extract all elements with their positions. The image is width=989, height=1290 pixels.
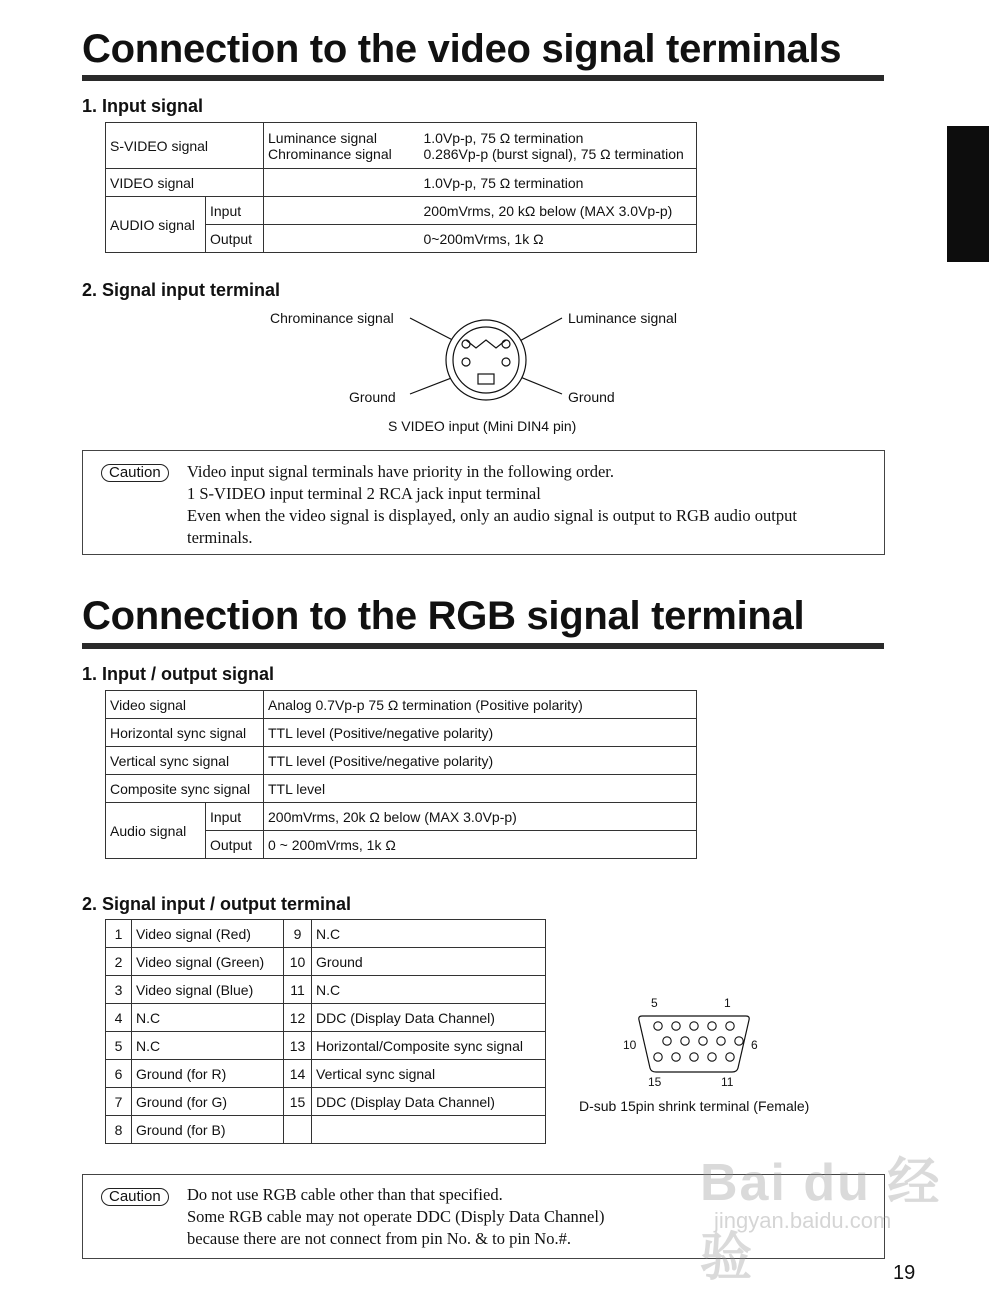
audio-output-value: 0~200mVrms, 1k Ω [420,225,697,253]
pin-number: 13 [284,1032,312,1060]
io-signal-heading: 1. Input / output signal [82,664,274,684]
audio-input-value: 200mVrms, 20k Ω below (MAX 3.0Vp-p) [264,803,697,831]
pin-number: 1 [106,920,132,948]
audio-label: AUDIO signal [106,197,206,253]
table-row [106,948,546,976]
pin-signal: Video signal (Red) [132,920,284,948]
caution-line: 1 S-VIDEO input terminal 2 RCA jack input terminal [187,484,541,503]
video-section-title: Connection to the video signal terminals [82,27,842,71]
io-row-label: Horizontal sync signal [106,719,264,747]
caution-line: Video input signal terminals have priority in the following order. [187,462,615,481]
pin-signal: Ground (for R) [132,1060,284,1088]
pin-15-label: 15 [648,1075,662,1089]
io-row-value: TTL level [264,775,697,803]
rgb-caution-text [187,1184,604,1250]
caution-label: Caution [101,1188,169,1206]
pin-number: 12 [284,1004,312,1032]
audio-input-label: Input [206,197,264,225]
pin-signal [312,1116,546,1144]
svideo-names [264,123,420,169]
caution-line: because there are not connect from pin No. & to pin No.#. [187,1229,571,1248]
pin-number: 6 [106,1060,132,1088]
dsub-connector-diagram [636,1010,752,1076]
video-caution-text [187,461,797,549]
svideo-caption: S VIDEO input (Mini DIN4 pin) [388,418,577,434]
audio-output-value: 0 ~ 200mVrms, 1k Ω [264,831,697,859]
pin-1-label: 1 [724,996,731,1010]
video-label: VIDEO signal [106,169,264,197]
rgb-io-table [105,690,697,859]
pin-signal: N.C [132,1004,284,1032]
watermark-url: jingyan.baidu.com [714,1208,892,1233]
pin-number: 5 [106,1032,132,1060]
pin-signal: Video signal (Green) [132,948,284,976]
table-row [106,920,546,948]
pin-signal: N.C [312,976,546,1004]
pin-number: 14 [284,1060,312,1088]
io-row-value: TTL level (Positive/negative polarity) [264,747,697,775]
table-row [106,803,697,831]
table-row [106,1060,546,1088]
audio-label: Audio signal [106,803,206,859]
table-row [106,169,697,197]
signal-input-terminal-heading: 2. Signal input terminal [82,280,281,300]
pin-signal: Video signal (Blue) [132,976,284,1004]
pin-number: 3 [106,976,132,1004]
pin-number: 7 [106,1088,132,1116]
pin-signal: DDC (Display Data Channel) [312,1088,546,1116]
caution-line: Do not use RGB cable other than that specified. [187,1185,503,1204]
pin-number: 4 [106,1004,132,1032]
svideo-label: S-VIDEO signal [106,123,264,169]
io-row-value: TTL level (Positive/negative polarity) [264,719,697,747]
audio-output-label: Output [206,225,264,253]
pin-signal: Ground (for G) [132,1088,284,1116]
chrominance-label: Chrominance signal [270,310,394,326]
pin-number: 9 [284,920,312,948]
pin-number: 11 [284,976,312,1004]
title-rule [82,75,884,81]
caution-line: Even when the video signal is displayed, only an audio signal is output to RGB audio output [187,506,797,525]
pin-signal: Vertical sync signal [312,1060,546,1088]
pin-10-label: 10 [623,1038,637,1052]
video-input-table [105,122,697,253]
table-row [106,976,546,1004]
table-row [106,197,697,225]
rgb-section-title: Connection to the RGB signal terminal [82,594,805,638]
side-tab-marker [947,126,989,262]
pin-number: 8 [106,1116,132,1144]
page-number: 19 [893,1262,916,1284]
empty-cell [264,225,420,253]
pin-number: 15 [284,1088,312,1116]
pin-signal: Horizontal/Composite sync signal [312,1032,546,1060]
luminance-label: Luminance signal [568,310,677,326]
table-row [106,691,697,719]
audio-output-label: Output [206,831,264,859]
caution-line: Some RGB cable may not operate DDC (Disply Data Channel) [187,1207,605,1226]
io-row-label: Video signal [106,691,264,719]
chrominance-name: Chrominance signal [268,145,392,162]
mini-din-connector-diagram [400,310,570,410]
pin-number: 10 [284,948,312,976]
empty-cell [264,197,420,225]
pin-signal: Ground [312,948,546,976]
audio-input-value: 200mVrms, 20 kΩ below (MAX 3.0Vp-p) [420,197,697,225]
video-value: 1.0Vp-p, 75 Ω termination [420,169,697,197]
dsub-caption: D-sub 15pin shrink terminal (Female) [579,1098,810,1114]
pin-signal: DDC (Display Data Channel) [312,1004,546,1032]
table-row [106,719,697,747]
title-rule [82,643,884,649]
pin-assignment-table [105,919,546,1144]
table-row [106,1116,546,1144]
caution-line: terminals. [187,528,253,547]
svideo-values [420,123,697,169]
signal-io-terminal-heading: 2. Signal input / output terminal [82,894,351,914]
pin-11-label: 11 [721,1075,734,1089]
luminance-value: 1.0Vp-p, 75 Ω termination [423,129,584,146]
io-row-value: Analog 0.7Vp-p 75 Ω termination (Positive polarity) [264,691,697,719]
caution-label: Caution [101,464,169,482]
ground-right-label: Ground [568,389,615,405]
luminance-name: Luminance signal [268,129,377,146]
pin-number: 2 [106,948,132,976]
pin-5-label: 5 [651,996,658,1010]
pin-signal: N.C [132,1032,284,1060]
pin-6-label: 6 [751,1038,758,1052]
io-row-label: Composite sync signal [106,775,264,803]
input-signal-heading: 1. Input signal [82,96,204,116]
ground-left-label: Ground [349,389,396,405]
chrominance-value: 0.286Vp-p (burst signal), 75 Ω termination [423,145,684,162]
table-row [106,1032,546,1060]
pin-signal: Ground (for B) [132,1116,284,1144]
pin-number [284,1116,312,1144]
pin-signal: N.C [312,920,546,948]
audio-input-label: Input [206,803,264,831]
table-row [106,1088,546,1116]
io-row-label: Vertical sync signal [106,747,264,775]
empty-cell [264,169,420,197]
table-row [106,775,697,803]
table-row [106,1004,546,1032]
watermark-logo: Bai du 经验 [700,1154,942,1287]
table-row [106,747,697,775]
table-row [106,123,697,169]
